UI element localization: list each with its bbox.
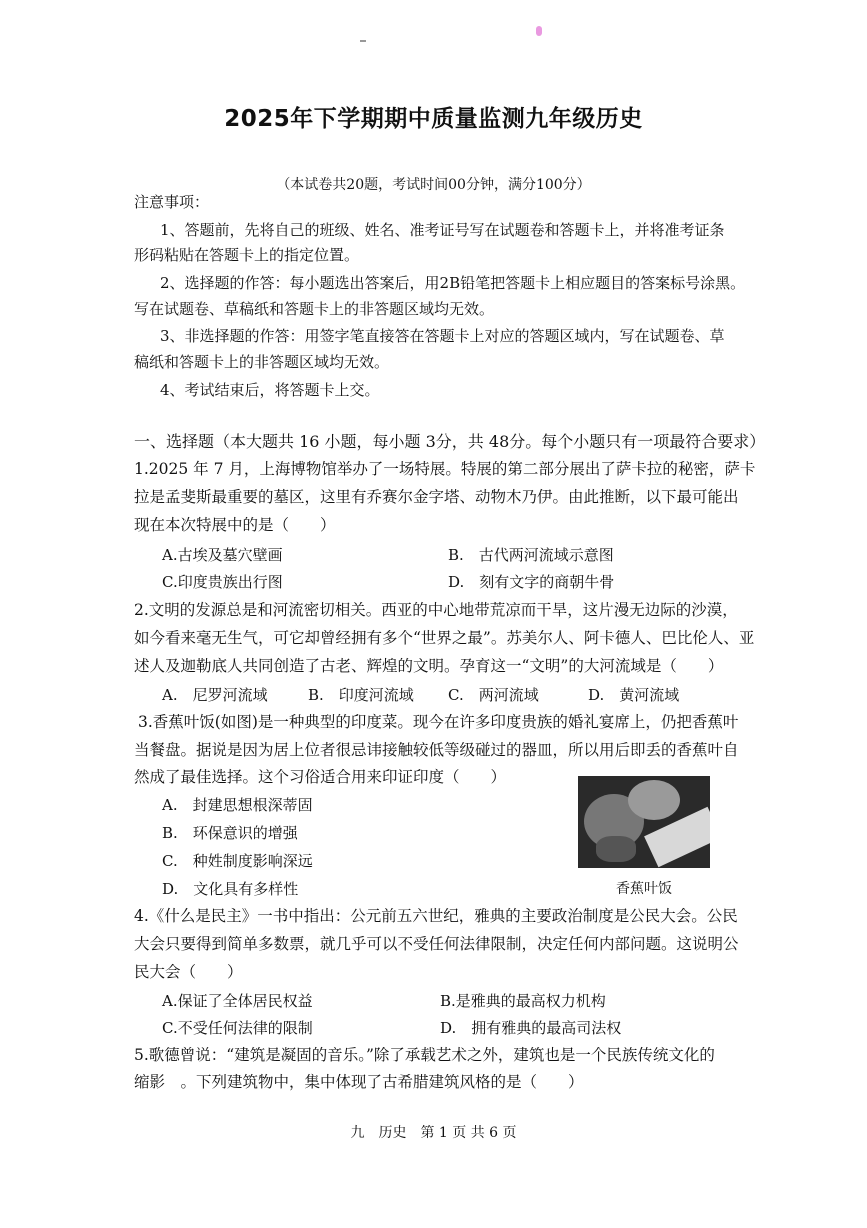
question-3-text: 3.香蕉叶饭(如图)是一种典型的印度菜。现今在许多印度贵族的婚礼宴席上，仍把香蕉叶 [138,713,739,731]
q1-option-d: D. 刻有文字的商朝牛骨 [448,573,615,591]
notes-heading: 注意事项： [134,193,210,211]
q2-option-d: D. 黄河流域 [588,686,680,704]
question-4-text: 民大会（ ） [134,963,243,981]
question-1-text: 现在本次特展中的是（ ） [134,516,336,534]
q1-option-b: B. 古代两河流域示意图 [448,546,614,564]
q2-option-c: C. 两河流域 [448,686,539,704]
q4-option-c: C.不受任何法律的限制 [162,1019,313,1037]
q4-option-b: B.是雅典的最高权力机构 [440,992,606,1010]
question-1-text: 1.2025 年 7 月，上海博物馆举办了一场特展。特展的第二部分展出了萨卡拉的秘密，萨卡 [134,460,756,478]
note-line: 形码粘贴在答题卡上的指定位置。 [134,246,360,264]
section-heading: 一、选择题（本大题共 16 小题，每小题 3分，共 48分。每个小题只有一项最符合要求） [134,432,766,451]
note-line: 稿纸和答题卡上的非答题区域均无效。 [134,353,390,371]
scan-mark [360,40,366,42]
q4-option-a: A.保证了全体居民权益 [162,992,313,1010]
ink-speck [536,26,542,36]
exam-info: （本试卷共20题，考试时间00分钟，满分100分） [276,177,591,193]
note-line: 1、答题前，先将自己的班级、姓名、准考证号写在试题卷和答题卡上，并将准考证条 [160,221,725,239]
question-1-text: 拉是孟斐斯最重要的墓区，这里有乔赛尔金字塔、动物木乃伊。由此推断，以下最可能出 [134,488,739,506]
photo-caption: 香蕉叶饭 [616,881,672,897]
question-5-text: 缩影 。下列建筑物中，集中体现了古希腊建筑风格的是（ ） [134,1073,584,1091]
question-3-text: 然成了最佳选择。这个习俗适合用来印证印度（ ） [134,768,507,786]
q1-option-a: A.古埃及墓穴壁画 [162,546,283,564]
q3-option-c: C. 种姓制度影响深远 [162,852,313,870]
note-line: 写在试题卷、草稿纸和答题卡上的非答题区域均无效。 [134,300,495,318]
question-2-text: 述人及迦勒底人共同创造了古老、辉煌的文明。孕育这一“文明”的大河流域是（ ） [134,657,724,675]
question-3-text: 当餐盘。据说是因为居上位者很忌讳接触较低等级碰过的器皿，所以用后即丢的香蕉叶自 [134,741,739,759]
question-2-text: 如今看来毫无生气，可它却曾经拥有多个“世界之最”。苏美尔人、阿卡德人、巴比伦人、亚 [134,629,755,647]
note-line: 2、选择题的作答：每小题选出答案后，用2B铅笔把答题卡上相应题目的答案标号涂黑。 [160,274,746,292]
q3-option-d: D. 文化具有多样性 [162,880,299,898]
q2-option-a: A. 尼罗河流域 [162,686,268,704]
q3-option-a: A. 封建思想根深蒂固 [162,796,313,814]
q2-option-b: B. 印度河流域 [308,686,414,704]
note-line: 3、非选择题的作答：用签字笔直接答在答题卡上对应的答题区域内，写在试题卷、草 [160,327,725,345]
page-footer: 九 历史 第 1 页 共 6 页 [350,1125,517,1141]
q3-option-b: B. 环保意识的增强 [162,824,298,842]
q1-option-c: C.印度贵族出行图 [162,573,283,591]
question-5-text: 5.歌德曾说：“建筑是凝固的音乐。”除了承载艺术之外，建筑也是一个民族传统文化的 [134,1046,715,1064]
page-title: 2025年下学期期中质量监测九年级历史 [224,106,643,132]
question-4-text: 大会只要得到简单多数票，就几乎可以不受任何法律限制，决定任何内部问题。这说明公 [134,935,739,953]
question-4-text: 4.《什么是民主》一书中指出：公元前五六世纪，雅典的主要政治制度是公民大会。公民 [134,907,738,925]
note-line: 4、考试结束后，将答题卡上交。 [160,381,380,399]
banana-leaf-rice-photo [578,776,710,868]
question-2-text: 2.文明的发源总是和河流密切相关。西亚的中心地带荒凉而干旱，这片漫无边际的沙漠， [134,601,738,619]
q4-option-d: D. 拥有雅典的最高司法权 [440,1019,622,1037]
